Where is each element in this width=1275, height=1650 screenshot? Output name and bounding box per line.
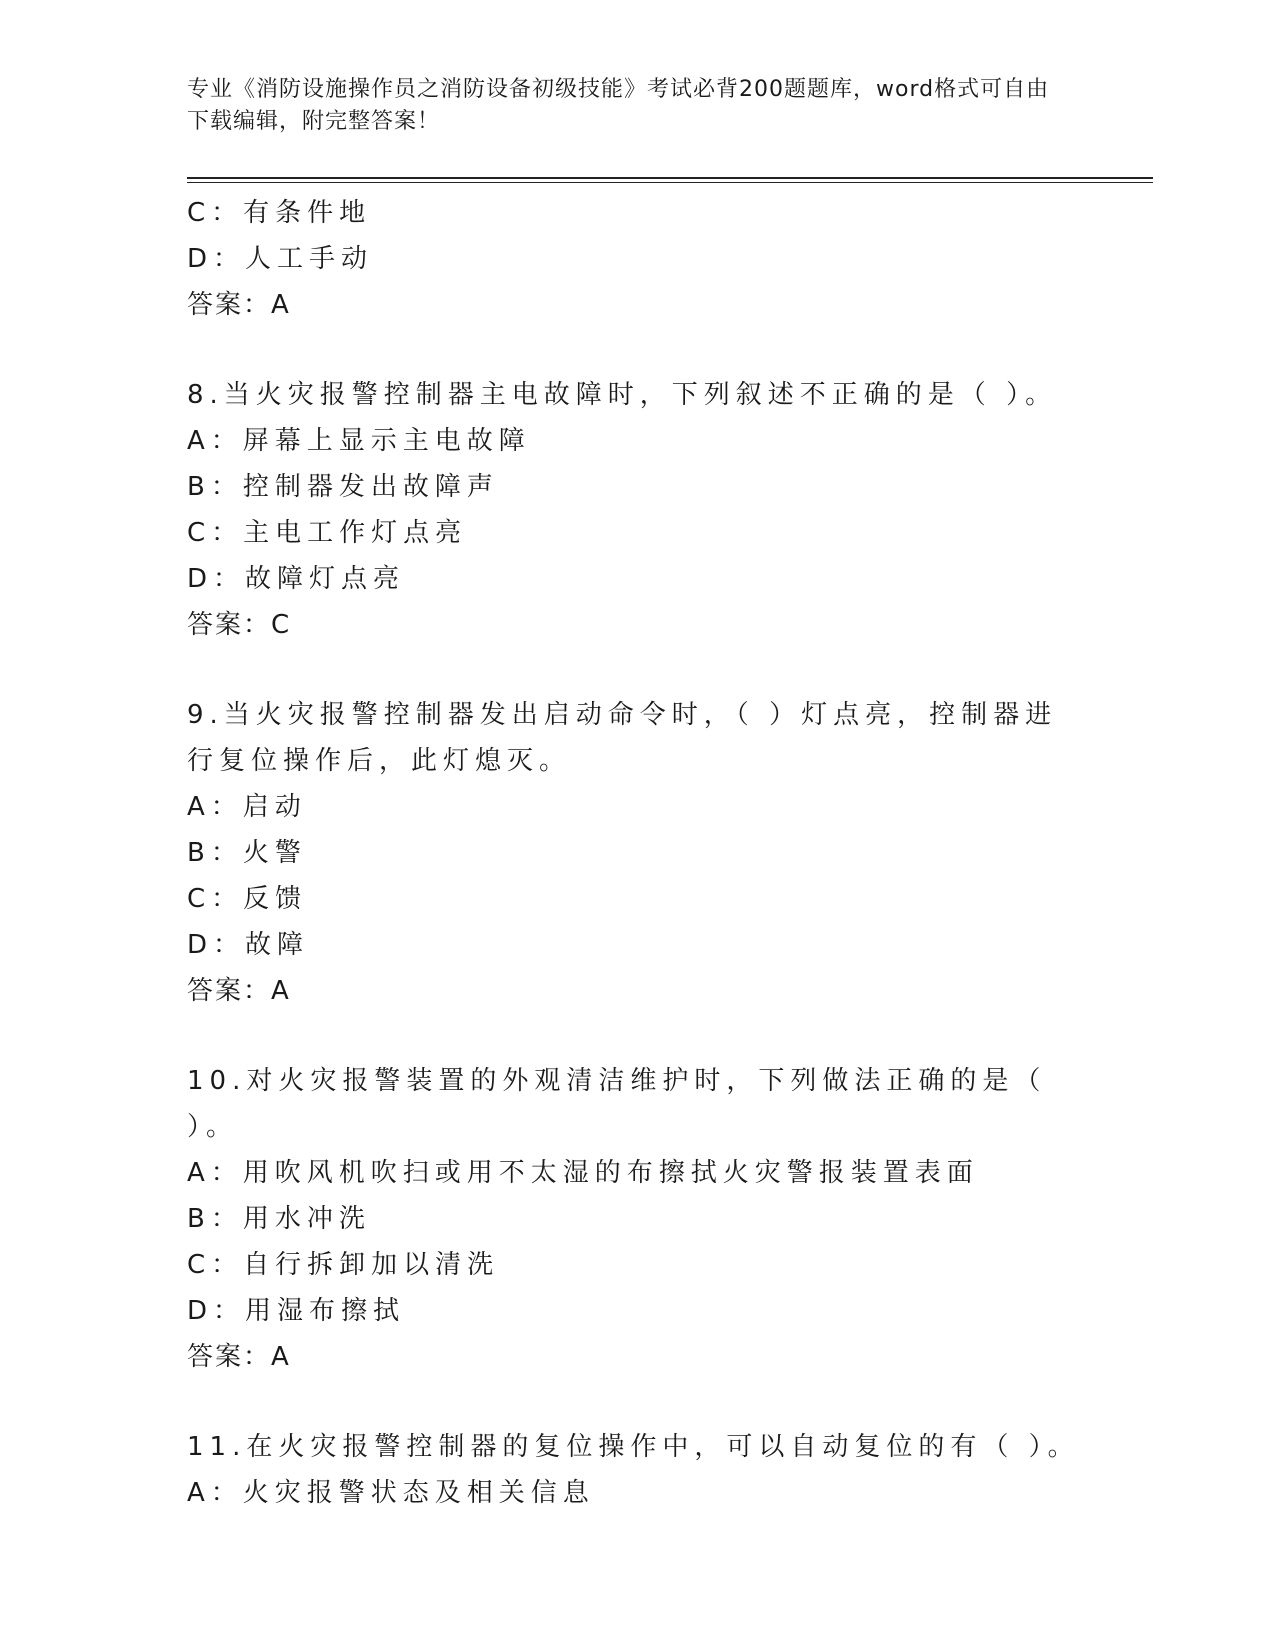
q8-answer: 答案：C — [187, 610, 292, 640]
question-11-block — [187, 1424, 1153, 1516]
q7-answer: 答案：A — [187, 290, 291, 320]
q9-option-a: A：启动 — [187, 792, 307, 822]
question-7-block — [187, 190, 1153, 328]
q10-option-c: C：自行拆卸加以清洗 — [187, 1250, 500, 1280]
question-8-block — [187, 372, 1153, 648]
q11-option-a: A：火灾报警状态及相关信息 — [187, 1478, 595, 1508]
q10-option-d: D：用湿布擦拭 — [187, 1296, 406, 1326]
q10-option-b: B：用水冲洗 — [187, 1204, 371, 1234]
q9-question: 9.当火灾报警控制器发出启动命令时，（ ）灯点亮，控制器进行复位操作后，此灯熄灭。 — [187, 700, 1058, 776]
spacer — [187, 328, 1153, 372]
q7-option-c: C：有条件地 — [187, 198, 372, 228]
spacer — [187, 648, 1153, 692]
question-content — [187, 190, 1153, 1516]
q8-option-a: A：屏幕上显示主电故障 — [187, 426, 531, 456]
q9-option-d: D：故障 — [187, 930, 310, 960]
q8-option-b: B：控制器发出故障声 — [187, 472, 499, 502]
q9-option-c: C：反馈 — [187, 884, 308, 914]
question-9-block — [187, 692, 1153, 1014]
q9-option-b: B：火警 — [187, 838, 307, 868]
q8-option-d: D：故障灯点亮 — [187, 564, 406, 594]
q10-option-a: A：用吹风机吹扫或用不太湿的布擦拭火灾警报装置表面 — [187, 1158, 979, 1188]
header-rule-thin — [187, 182, 1153, 183]
spacer — [187, 1014, 1153, 1058]
q9-answer: 答案：A — [187, 976, 291, 1006]
q10-answer: 答案：A — [187, 1342, 291, 1372]
q8-option-c: C：主电工作灯点亮 — [187, 518, 468, 548]
question-10-block — [187, 1058, 1153, 1380]
spacer — [187, 1380, 1153, 1424]
document-header: 专业《消防设施操作员之消防设备初级技能》考试必背200题题库，word格式可自由下载编辑，附完整答案！ — [187, 77, 1050, 134]
q11-question: 11.在火灾报警控制器的复位操作中，可以自动复位的有（ ）。 — [187, 1432, 1080, 1462]
q7-option-d: D：人工手动 — [187, 244, 374, 274]
header-rule-thick — [187, 177, 1153, 179]
q8-question: 8.当火灾报警控制器主电故障时，下列叙述不正确的是（ ）。 — [187, 380, 1058, 410]
q10-question: 10.对火灾报警装置的外观清洁维护时，下列做法正确的是（ ）。 — [187, 1066, 1047, 1142]
